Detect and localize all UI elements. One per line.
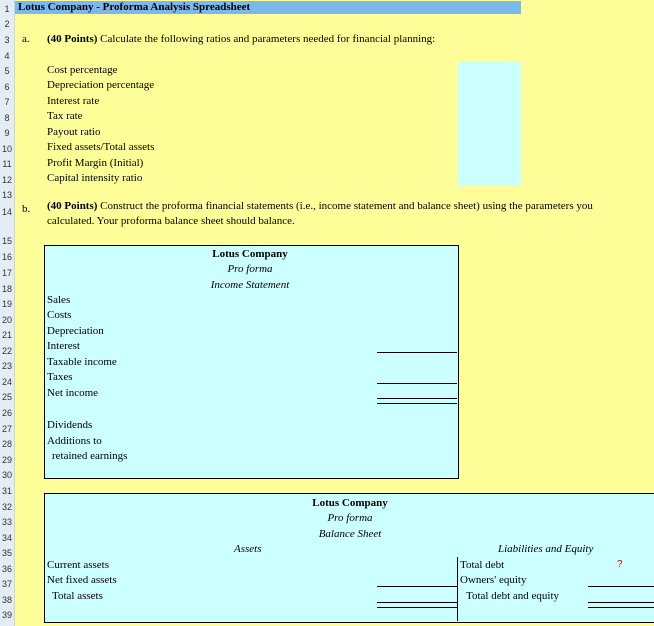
- income-retained-earnings: retained earnings: [52, 450, 128, 462]
- row-number[interactable]: 7: [4, 97, 10, 107]
- row-number[interactable]: 23: [1, 361, 12, 371]
- income-subtitle: Pro forma: [227, 263, 273, 275]
- row-number[interactable]: 22: [1, 346, 12, 356]
- row-number[interactable]: 11: [2, 159, 12, 169]
- part-a-prompt: [47, 33, 435, 46]
- row-number[interactable]: 37: [1, 579, 12, 589]
- row-number[interactable]: 17: [1, 268, 12, 278]
- row-number[interactable]: 19: [1, 299, 12, 309]
- row-number[interactable]: 39: [1, 610, 12, 620]
- part-b-points: (40 Points): [47, 200, 98, 212]
- income-additions: Additions to: [47, 435, 102, 447]
- balance-total-assets: Total assets: [52, 590, 103, 602]
- balance-label-border: [44, 557, 45, 621]
- row-number[interactable]: 6: [4, 82, 10, 92]
- item-cost-percentage: Cost percentage: [47, 64, 118, 76]
- income-statement-title: Income Statement: [210, 279, 290, 291]
- income-taxes: Taxes: [47, 371, 73, 383]
- item-capital-intensity: Capital intensity ratio: [47, 172, 143, 184]
- balance-company: Lotus Company: [312, 497, 388, 509]
- row-number[interactable]: 20: [1, 315, 12, 325]
- taxes-underline: [377, 383, 457, 384]
- net-income-double-underline: [377, 398, 457, 404]
- part-b-prompt-line2: calculated. Your proforma balance sheet should balance.: [47, 215, 295, 227]
- row-number[interactable]: 3: [4, 35, 10, 45]
- balance-owners-equity: Owners' equity: [460, 574, 527, 586]
- item-payout-ratio: Payout ratio: [47, 126, 101, 138]
- total-debt-equity-double-underline: [588, 602, 654, 608]
- part-a-points: (40 Points): [47, 33, 98, 45]
- assets-header: Assets: [234, 543, 262, 555]
- part-a-label: a.: [22, 33, 30, 45]
- balance-net-fixed-assets: Net fixed assets: [47, 574, 117, 586]
- interest-underline: [377, 352, 457, 353]
- row-number[interactable]: 21: [1, 330, 12, 340]
- income-costs: Costs: [47, 309, 72, 321]
- row-number[interactable]: 26: [1, 408, 12, 418]
- row-number[interactable]: 2: [4, 19, 10, 29]
- part-a-prompt-text: Calculate the following ratios and parameters needed for financial planning:: [97, 33, 436, 45]
- total-assets-double-underline: [377, 602, 457, 608]
- row-number[interactable]: 18: [1, 284, 12, 294]
- row-number[interactable]: 13: [1, 190, 12, 200]
- income-sales: Sales: [47, 294, 71, 306]
- item-tax-rate: Tax rate: [47, 110, 83, 122]
- balance-divider: [457, 557, 458, 621]
- spreadsheet-title: Lotus Company - Proforma Analysis Spreadsheet: [18, 1, 251, 13]
- balance-total-debt: Total debt: [460, 559, 505, 571]
- income-label-border: [44, 293, 45, 477]
- part-b-prompt: [47, 200, 593, 213]
- item-fixed-assets-ratio: Fixed assets/Total assets: [47, 141, 155, 153]
- row-number[interactable]: 4: [4, 51, 10, 61]
- row-number[interactable]: 27: [1, 424, 12, 434]
- row-number[interactable]: 16: [1, 252, 12, 262]
- row-number[interactable]: 9: [4, 128, 10, 138]
- row-number[interactable]: 1: [4, 4, 10, 14]
- part-b-prompt-text: Construct the proforma financial statements (i.e., income statement and balance sheet) using the parameters you: [97, 200, 593, 212]
- row-number[interactable]: 14: [1, 207, 12, 217]
- row-number[interactable]: 33: [1, 517, 12, 527]
- balance-current-assets: Current assets: [47, 559, 110, 571]
- item-depreciation-percentage: Depreciation percentage: [47, 79, 155, 91]
- row-number[interactable]: 24: [1, 377, 12, 387]
- item-interest-rate: Interest rate: [47, 95, 100, 107]
- equity-underline: [588, 586, 654, 587]
- row-number[interactable]: 29: [1, 455, 12, 465]
- fixed-assets-underline: [377, 586, 457, 587]
- row-number[interactable]: 10: [1, 144, 12, 154]
- balance-subtitle: Pro forma: [327, 512, 373, 524]
- ratio-input-cells[interactable]: [458, 62, 521, 186]
- row-number[interactable]: 12: [1, 175, 12, 185]
- row-number[interactable]: 15: [1, 236, 12, 246]
- income-dividends: Dividends: [47, 419, 93, 431]
- income-depreciation: Depreciation: [47, 325, 104, 337]
- row-number[interactable]: 35: [1, 548, 12, 558]
- row-number[interactable]: 38: [1, 595, 12, 605]
- row-number[interactable]: 31: [1, 486, 12, 496]
- liabilities-header: Liabilities and Equity: [498, 543, 594, 555]
- income-interest: Interest: [47, 340, 80, 352]
- balance-total-debt-equity: Total debt and equity: [466, 590, 560, 602]
- balance-statement-title: Balance Sheet: [318, 528, 382, 540]
- item-profit-margin: Profit Margin (Initial): [47, 157, 144, 169]
- row-number[interactable]: 28: [1, 439, 12, 449]
- income-net-income: Net income: [47, 387, 99, 399]
- part-b-label: b.: [22, 203, 31, 215]
- question-mark: ?: [617, 559, 623, 570]
- row-number[interactable]: 8: [4, 113, 10, 123]
- row-number[interactable]: 32: [1, 502, 12, 512]
- income-company: Lotus Company: [212, 248, 288, 260]
- row-number[interactable]: 25: [1, 392, 12, 402]
- row-number[interactable]: 36: [1, 564, 12, 574]
- income-taxable-income: Taxable income: [47, 356, 117, 368]
- row-number[interactable]: 30: [1, 470, 12, 480]
- row-number[interactable]: 5: [4, 66, 10, 76]
- row-number[interactable]: 34: [1, 533, 12, 543]
